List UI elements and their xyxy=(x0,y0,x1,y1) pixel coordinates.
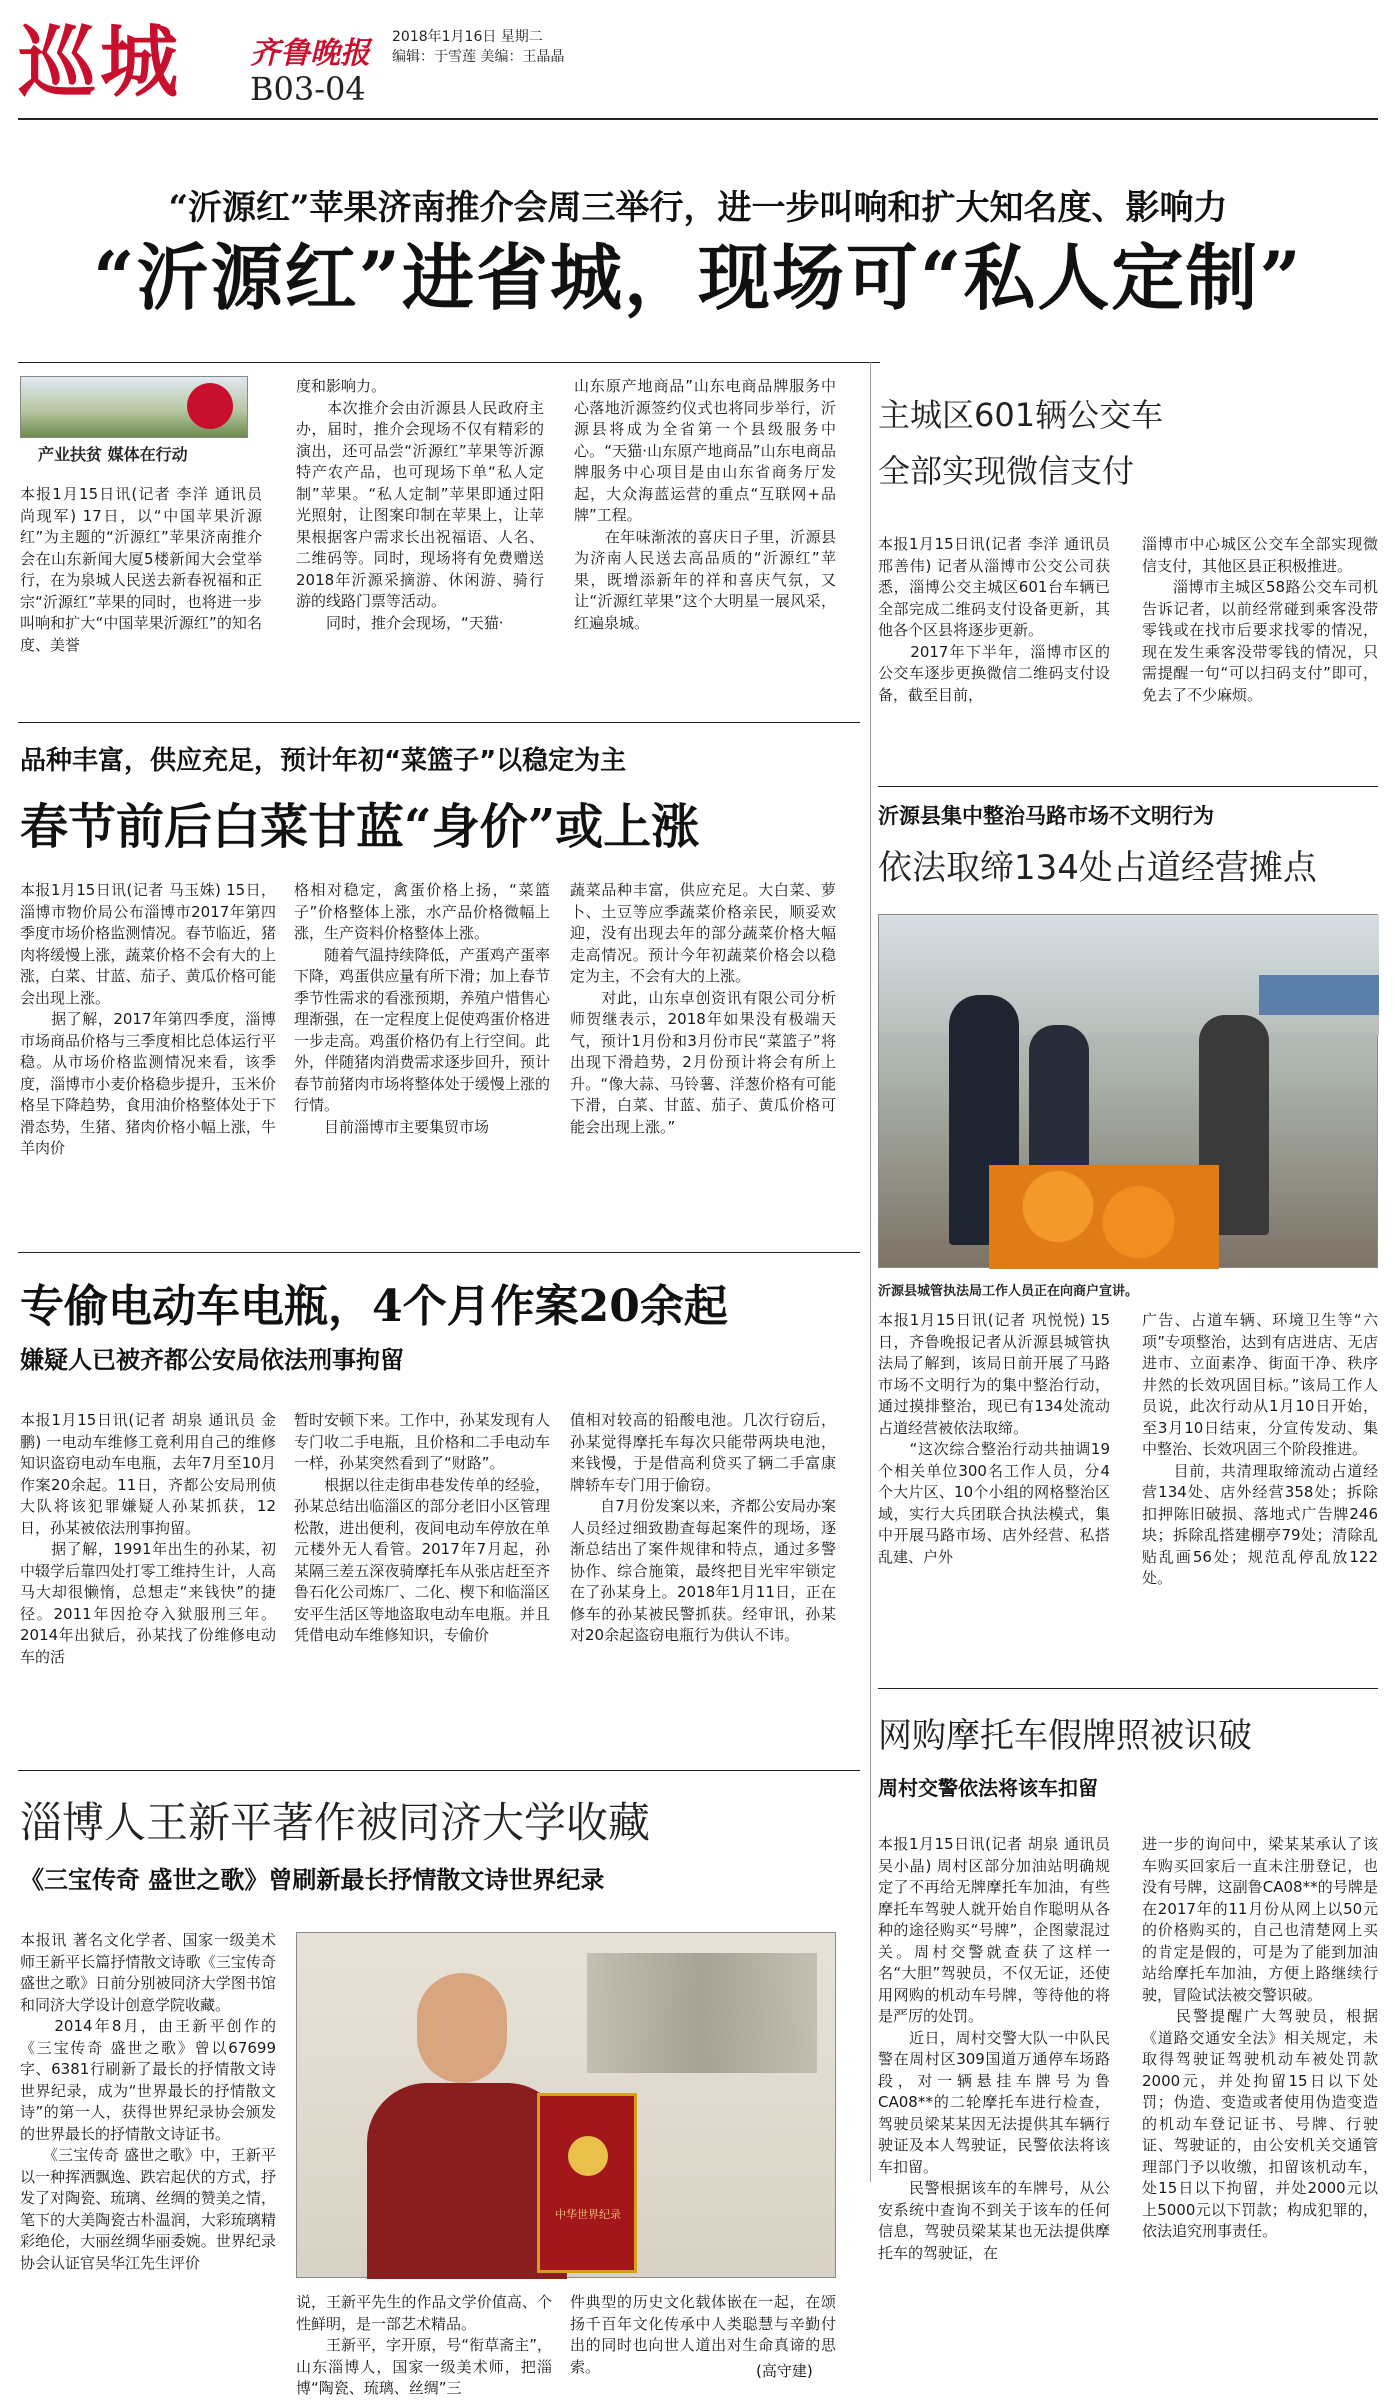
masthead-rule xyxy=(18,118,1378,120)
article3-col2: 格相对稳定，禽蛋价格上扬，“菜篮子”价格整体上涨，水产品价格微幅上涨，生产资料价格整体上涨。 随着气温持续降低，产蛋鸡产蛋率下降，鸡蛋供应量有所下滑；加上春节季节性需求的看涨预期，养殖户惜售心理渐强，在一定程度上促使鸡蛋价格进一步走高。鸡蛋价格仍有上行空间。此外，伴随猪肉消费需求逐步回升，预计春节前猪肉市场将整体处于缓慢上涨的行情。 目前淄博市主要集贸市场 xyxy=(294,881,550,1136)
article6-headline: 网购摩托车假牌照被识破 xyxy=(878,1716,1252,1756)
article4-photo-caption: 沂源县城管执法局工作人员正在向商户宣讲。 xyxy=(878,1284,1139,1299)
article6-col1: 本报1月15日讯(记者 胡泉 通讯员 吴小晶) 周村区部分加油站明确规定了不再给无牌摩托车加油，有些摩托车驾驶人就开始自作聪明从各种的途径购买“号牌”，企图蒙混过关。周村交警就查获了这样一名“大胆”驾驶员，不仅无证，还使用网购的机动车号牌，等待他的将是严厉的处罚。 近日，周村交警大队一中队民警在周村区309国道万通停车场路段，对一辆悬挂车牌号为鲁CA08**的二轮摩托车进行检查，驾驶员梁某某因无法提供其车辆行驶证及本人驾驶证，民警依法将该车扣留。 民警根据该车的车牌号，从公安系统中查询不到关于该车的任何信息，驾驶员梁某某也无法提供摩托车的驾驶证，在 xyxy=(878,1835,1110,2262)
article2-col2: 淄博市中心城区公交车全部实现微信支付，其他区县正积极推进。 淄博市主城区58路公交车司机告诉记者，以前经常碰到乘客没带零钱或在找市后要求找零的情况，现在发生乘客没带零钱的情况，只需提醒一句“可以扫码支付”即可，免去了不少麻烦。 xyxy=(1142,535,1378,704)
column-divider xyxy=(870,362,871,2182)
photo-horse-painting xyxy=(587,1953,817,2073)
paper-logo: 齐鲁晚报 xyxy=(250,36,370,71)
article1-badge-image xyxy=(20,376,248,438)
article1-rule xyxy=(18,362,880,363)
article4-col1: 本报1月15日讯(记者 巩悦悦) 15日，齐鲁晚报记者从沂源县城管执法局了解到，该局日前开展了马路市场不文明行为的集中整治行动，通过摸排整治，现已有134处流动占道经营被依法取缔。 “这次综合整治行动共抽调19个相关单位300名工作人员，分4个大片区、10个小组的网格整治区域，实行大兵团联合执法模式，集中开展马路市场、店外经营、私搭乱建、户外 xyxy=(878,1311,1110,1566)
certificate-icon xyxy=(537,2093,637,2273)
article7-col1: 本报讯 著名文化学者、国家一级美术师王新平长篇抒情散文诗歌《三宝传奇 盛世之歌》日前分别被同济大学图书馆和同济大学设计创意学院收藏。 2014年8月，由王新平创作的《三宝传奇 盛世之歌》曾以67699字、6381行刷新了最长的抒情散文诗世界纪录，成为“世界最长的抒情散文诗”的第一人，获得世界纪录协会颁发的世界最长的抒情散文诗证书。 《三宝传奇 盛世之歌》中，王新平以一种挥洒飘逸、跌宕起伏的方式，抒发了对陶瓷、琉璃、丝绸的赞美之情，笔下的大美陶瓷古朴温润，大彩琉璃精彩绝伦，大丽丝绸华丽委婉。世界纪录协会认证官吴华江先生评价 xyxy=(20,1931,276,2272)
article1-kicker: “沂源红”苹果济南推介会周三举行，进一步叫响和扩大知名度、影响力 xyxy=(168,188,1228,228)
article2-col1: 本报1月15日讯(记者 李洋 通讯员 邢善伟) 记者从淄博市公交公司获悉，淄博公交主城区601台车辆已全部完成二维码支付设备更新，其他各个区县将逐步更新。 2017年下半年，淄博市区的公交车逐步更换微信二维码支付设备，截至目前， xyxy=(878,535,1110,704)
article3-col1: 本报1月15日讯(记者 马玉姝) 15日，淄博市物价局公布淄博市2017年第四季度市场价格监测情况。春节临近，猪肉将缓慢上涨，蔬菜价格不会有大的上涨，白菜、甘蓝、茄子、黄瓜价格可能会出现上涨。 据了解，2017年第四季度，淄博市场商品价格与三季度相比总体运行平稳。从市场价格监测情况来看，该季度，淄博市小麦价格稳步提升，玉米价格呈下降趋势，食用油价格整体处于下滑态势，生猪、猪肉价格小幅上涨，牛羊肉价 xyxy=(20,881,276,1157)
article5-headline: 专偷电动车电瓶，4个月作案20余起 xyxy=(20,1281,728,1332)
article3-kicker: 品种丰富，供应充足，预计年初“菜篮子”以稳定为主 xyxy=(20,746,627,776)
article1-col3: 山东原产地商品”山东电商品牌服务中心落地沂源签约仪式也将同步举行，沂源县将成为全省第一个县级服务中心。“天猫·山东原产地商品”山东电商品牌服务中心项目是由山东省商务厅发起，大众海蓝运营的重点“互联网+品牌”工程。 在年味渐浓的喜庆日子里，沂源县为济南人民送去高品质的“沂源红”苹果，既增添新年的祥和喜庆气氛，又让“沂源红苹果”这个大明星一展风采，红遍泉城。 xyxy=(574,377,836,632)
article5-col3: 值相对较高的铅酸电池。几次行窃后，孙某觉得摩托车每次只能带两块电池，来钱慢，于是借高利贷买了辆二手富康牌轿车专门用于偷窃。 自7月份发案以来，齐都公安局办案人员经过细致勘查每起案件的现场，逐渐总结出了案件规律和特点，通过多警协作、综合施策，最终把目光牢牢锁定在了孙某身上。2018年1月11日，正在修车的孙某被民警抓获。经审讯，孙某对20余起盗窃电瓶行为供认不讳。 xyxy=(570,1411,836,1644)
photo-fruit-stall xyxy=(989,1165,1219,1269)
article5-col2: 暂时安顿下来。工作中，孙某发现有人专门收二手电瓶，且价格和二手电动车一样，孙某突然看到了“财路”。 根据以往走街串巷发传单的经验，孙某总结出临淄区的部分老旧小区管理松散，进出便利，夜间电动车停放在单元楼外无人看管。2017年7月起，孙某隔三差五深夜骑摩托车从张店赶至齐鲁石化公司炼厂、二化、楔下和临淄区安平生活区等地盗取电动车电瓶。并且凭借电动车维修知识，专偷价 xyxy=(294,1411,550,1644)
article5-subhead: 嫌疑人已被齐都公安局依法刑事拘留 xyxy=(20,1346,404,1374)
article1-badge: 产业扶贫 媒体在行动 xyxy=(38,445,188,464)
article7-headline: 淄博人王新平著作被同济大学收藏 xyxy=(20,1798,651,1847)
masthead xyxy=(0,0,1395,120)
article1-bottom-rule xyxy=(18,722,860,723)
article4-bottom-rule xyxy=(878,1688,1378,1689)
article5-col1: 本报1月15日讯(记者 胡泉 通讯员 金鹏) 一电动车维修工竟利用自己的维修知识盗窃电动车电瓶，去年7月至10月作案20余起。11日，齐都公安局刑侦大队将该犯罪嫌疑人孙某抓获，12日，孙某被依法刑事拘留。 据了解，1991年出生的孙某，初中辍学后靠四处打零工维持生计，人高马大却很懒惰，总想走“来钱快”的捷径。2011年因抢夺入狱服刑三年。2014年出狱后，孙某找了份维修电动车的活 xyxy=(20,1411,276,1666)
article3-bottom-rule xyxy=(18,1252,860,1253)
article7-byline: (高守建) xyxy=(756,2362,813,2380)
red-ribbon-icon xyxy=(187,383,233,429)
section-title: 巡城 xyxy=(18,17,183,108)
editor-line: 编辑：于雪莲 美编：王晶晶 xyxy=(392,49,565,65)
article6-subhead: 周村交警依法将该车扣留 xyxy=(878,1776,1098,1800)
article6-col2: 进一步的询问中，梁某某承认了该车购买回家后一直未注册登记，也没有号牌，这副鲁CA08**的号牌是在2017年的11月份从网上以50元的价格购买的，自己也清楚网上买的肯定是假的，可是为了能到加油站给摩托车加油，方便上路继续行驶，冒险试法被交警识破。 民警提醒广大驾驶员，根据《道路交通安全法》相关规定，未取得驾驶证驾驶机动车被处罚款2000元，并处拘留15日以下处罚；伪造、变造或者使用伪造变造的机动车登记证书、号牌、行驶证、驾驶证的，由公安机关交通管理部门予以收缴，扣留该机动车，处15日以下拘留，并处2000元以上5000元以下罚款；构成犯罪的，依法追究刑事责任。 xyxy=(1142,1835,1378,2240)
photo-umbrella xyxy=(1259,975,1379,1015)
article1-headline: “沂源红”进省城，现场可“私人定制” xyxy=(93,235,1303,320)
article1-col2: 度和影响力。 本次推介会由沂源县人民政府主办，届时，推介会现场不仅有精彩的演出，还可品尝“沂源红”苹果等沂源特产农产品，也可现场下单“私人定制”苹果。“私人定制”苹果即通过阳光照射，让图案印制在苹果上，让苹果根据客户需求长出祝福语、人名、二维码等。同时，现场将有免费赠送2018年沂源采摘游、休闲游、骑行游的线路门票等活动。 同时，推介会现场，“天猫· xyxy=(296,377,544,632)
article4-col2: 广告、占道车辆、环境卫生等“六项”专项整治，达到有店进店、无店进市、立面素净、街面干净、秩序井然的长效巩固目标。”该局工作人员说，此次行动从1月10日开始，至3月10日结束，分宣传发动、集中整治、长效巩固三个阶段推进。 目前，共清理取缔流动占道经营134处、店外经营358处；拆除扣押陈旧破损、落地式广告牌246块；拆除乱搭建棚亭79处；清除乱贴乱画56处；规范乱停乱放122处。 xyxy=(1142,1311,1378,1587)
certificate-title: 中华世界纪录 xyxy=(555,2208,621,2221)
article4-photo xyxy=(878,914,1378,1268)
page-code: B03-04 xyxy=(250,70,366,108)
article3-headline: 春节前后白菜甘蓝“身价”或上涨 xyxy=(20,799,700,855)
article7-photo xyxy=(296,1932,836,2278)
article7-subhead: 《三宝传奇 盛世之歌》曾刷新最长抒情散文诗世界纪录 xyxy=(20,1866,605,1894)
article4-headline: 依法取缔134处占道经营摊点 xyxy=(878,848,1317,888)
article4-kicker: 沂源县集中整治马路市场不文明行为 xyxy=(878,804,1214,828)
article7-col2: 说，王新平先生的作品文学价值高、个性鲜明，是一部艺术精品。 王新平，字开原，号“衔草斋主”，山东淄博人，国家一级美术师，把淄博“陶瓷、琉璃、丝绸”三 xyxy=(296,2293,552,2397)
article5-bottom-rule xyxy=(18,1770,860,1771)
article7-col3: 件典型的历史文化载体嵌在一起，在颂扬千百年文化传承中人类聪慧与辛勤付出的同时也向世人道出对生命真谛的思索。 xyxy=(570,2293,836,2376)
article2-headline-line1: 主城区601辆公交车 xyxy=(878,396,1164,434)
article3-col3: 蔬菜品种丰富，供应充足。大白菜、萝卜、土豆等应季蔬菜价格亲民，顺妥欢迎，没有出现去年的部分蔬菜价格大幅走高情况。预计今年初蔬菜价格会以稳定为主，不会有大的上涨。 对此，山东卓创资讯有限公司分析师贺继表示，2018年如果没有极端天气，预计1月份和3月份市民“菜篮子”将出现下滑趋势，2月份预计将会有所上升。“像大蒜、马铃薯、洋葱价格有可能下滑，白菜、甘蓝、茄子、黄瓜价格可能会出现上涨。” xyxy=(570,881,836,1136)
photo-person-head xyxy=(417,1973,507,2083)
article2-bottom-rule xyxy=(878,786,1378,787)
date-line: 2018年1月16日 星期二 xyxy=(392,29,543,45)
article2-headline-line2: 全部实现微信支付 xyxy=(878,452,1135,490)
certificate-seal-icon xyxy=(568,2136,608,2176)
article1-col1: 本报1月15日讯(记者 李洋 通讯员 尚现军) 17日，以“中国苹果沂源红”为主题的“沂源红”苹果济南推介会在山东新闻大厦5楼新闻大会堂举行，在为泉城人民送去新春祝福和正宗“沂源红”苹果的同时，也将进一步叫响和扩大“中国苹果沂源红”的知名度、美誉 xyxy=(20,485,267,654)
